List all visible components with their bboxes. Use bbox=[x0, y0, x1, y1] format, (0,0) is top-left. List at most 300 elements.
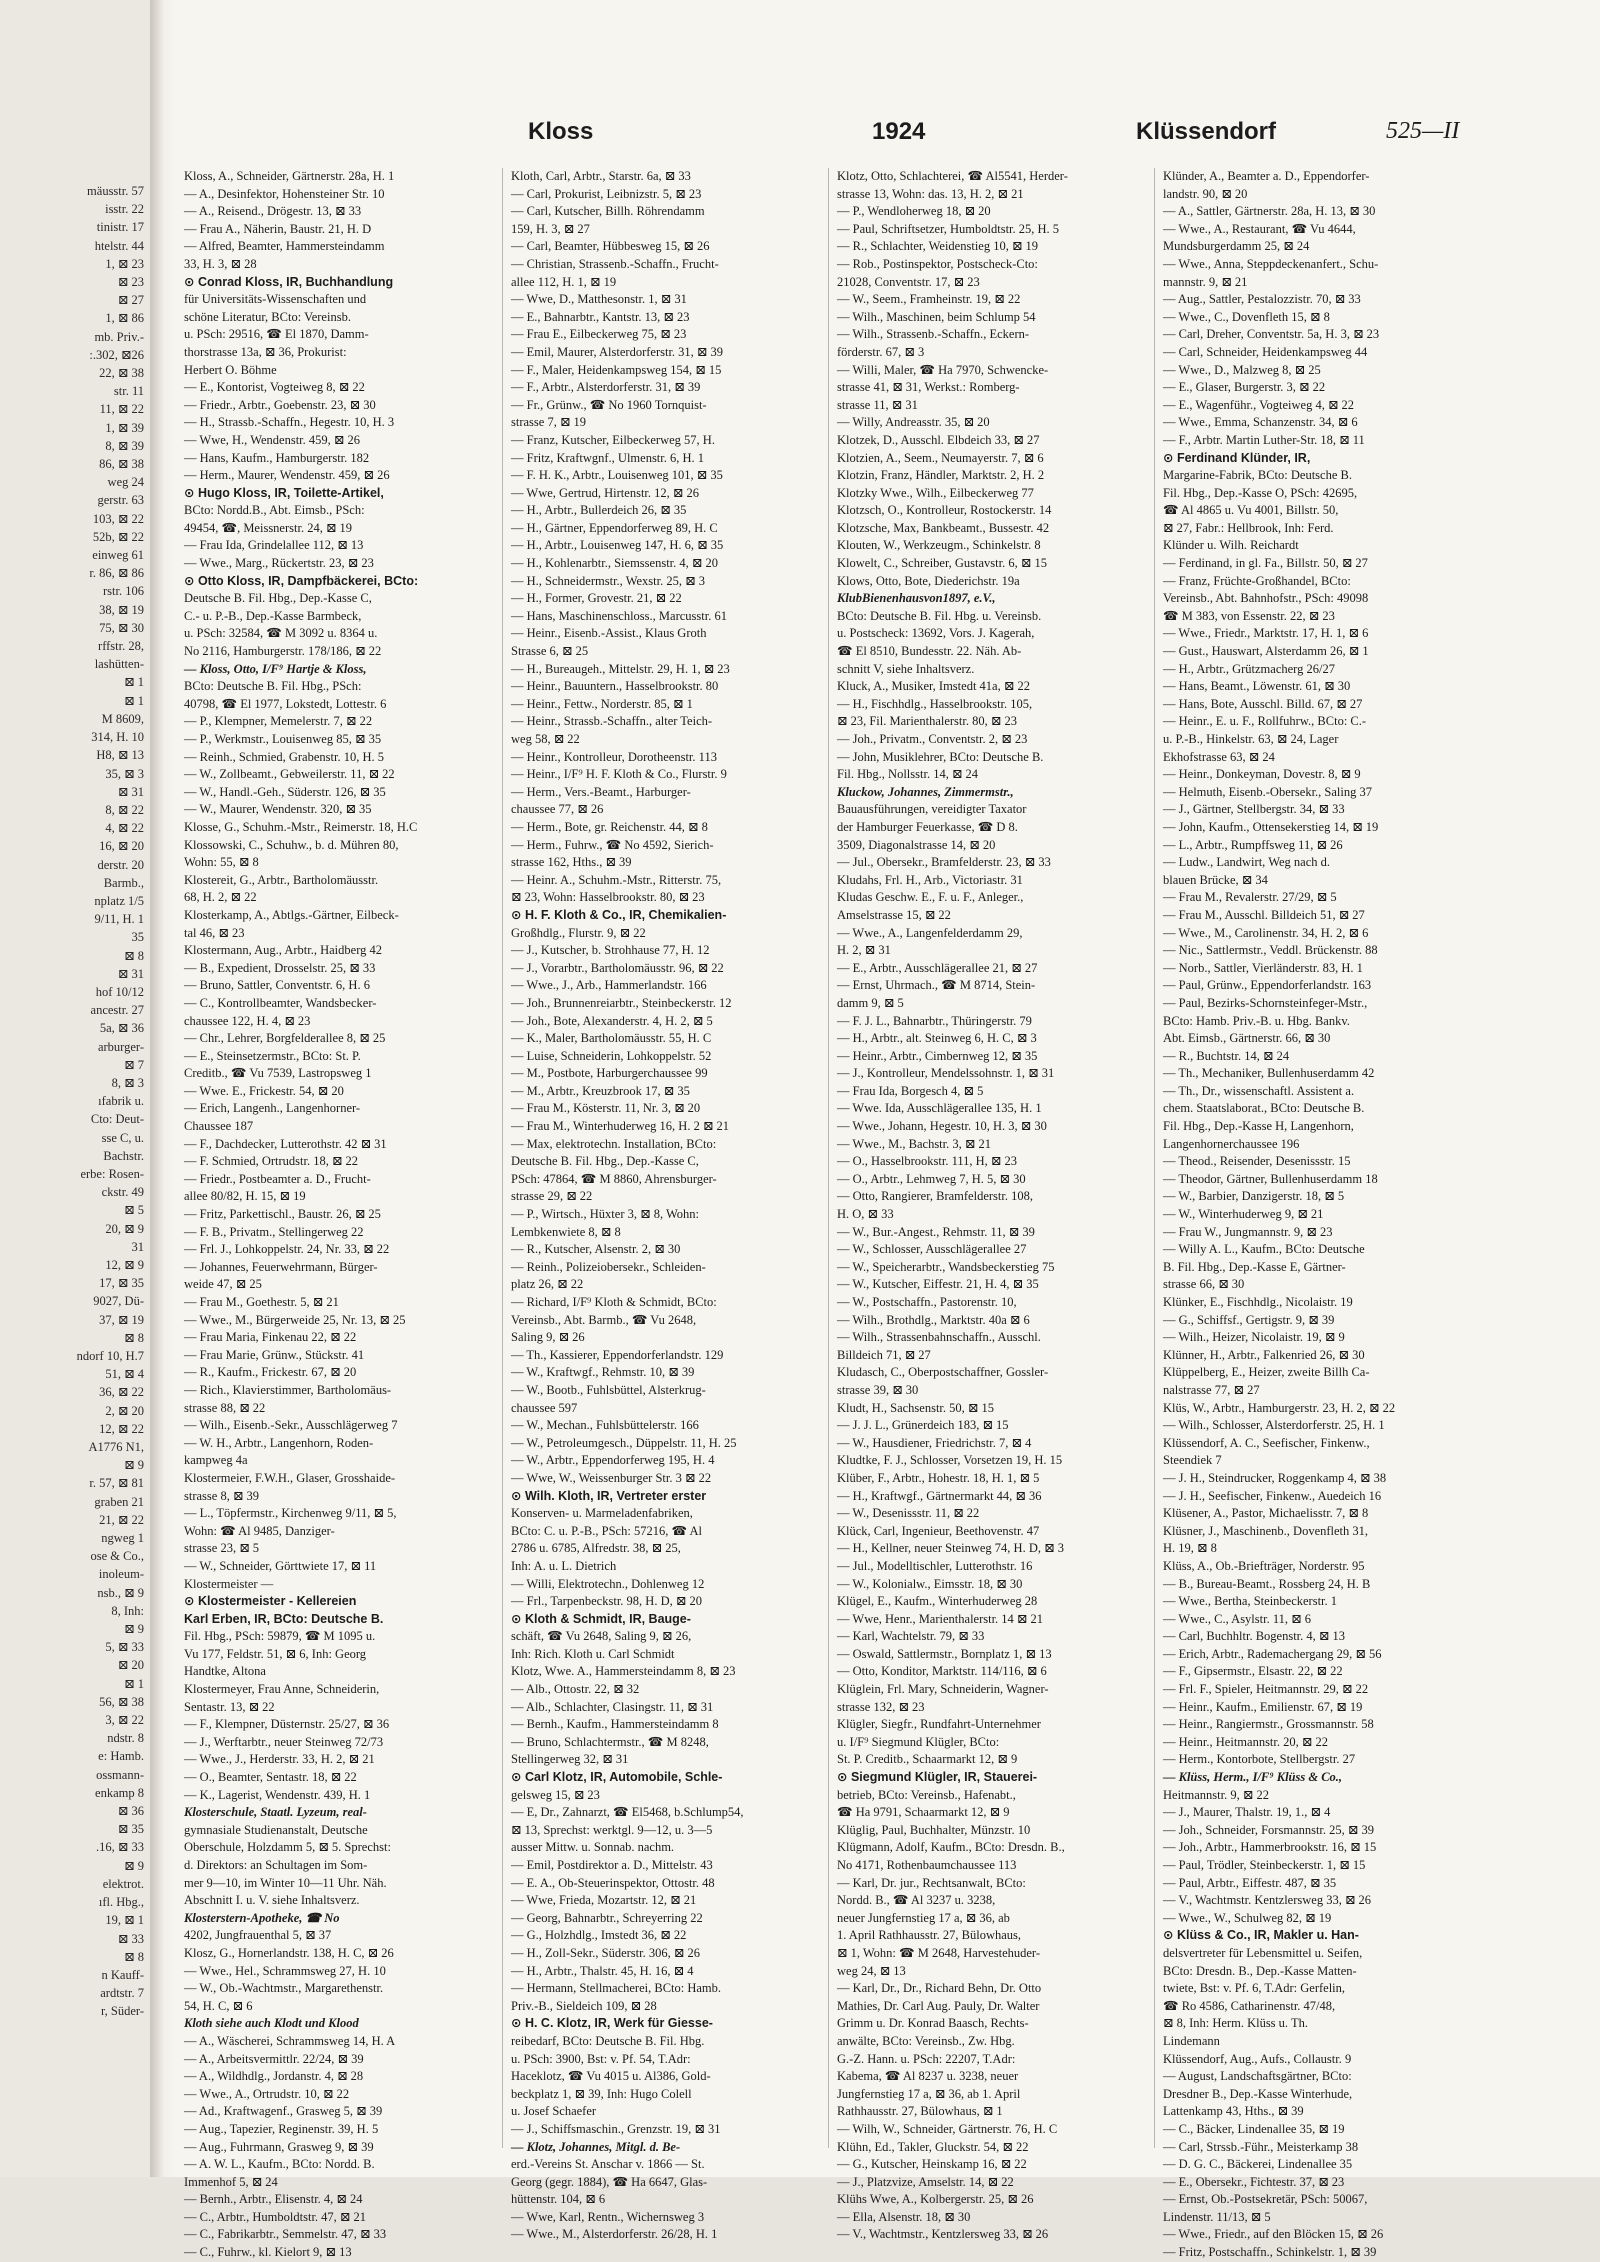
directory-entry-line: — A., Desinfektor, Hohensteiner Str. 10 bbox=[184, 186, 385, 201]
previous-page-line: 35 bbox=[131, 930, 144, 945]
directory-entry-line: — Jul., Modelltischler, Lutterothstr. 16 bbox=[837, 1558, 1033, 1573]
directory-entry-line: 21028, Conventstr. 17, ⊠ 23 bbox=[837, 274, 980, 289]
previous-page-line: mäusstr. 57 bbox=[87, 184, 144, 198]
previous-page-line: rffstr. 28, bbox=[98, 639, 144, 654]
previous-page-line: ıfabrik u. bbox=[98, 1094, 144, 1109]
previous-page-line: ⊠ 31 bbox=[117, 784, 144, 799]
directory-entry-line: delsvertreter für Lebensmittel u. Seifen, bbox=[1163, 1945, 1363, 1960]
directory-entry-line: ⊙ H. F. Kloth & Co., IR, Chemikalien- bbox=[511, 907, 727, 922]
directory-entry-line: B. Fil. Hbg., Dep.-Kasse E, Gärtner- bbox=[1163, 1259, 1346, 1274]
directory-entry-line: Klüssendorf, Aug., Aufs., Collaustr. 9 bbox=[1163, 2051, 1352, 2066]
directory-entry-line: — Wilh., Strassenb.-Schaffn., Eckern- bbox=[837, 327, 1030, 342]
directory-entry-line: — Bernh., Arbtr., Elisenstr. 4, ⊠ 24 bbox=[184, 2192, 363, 2207]
directory-entry-line: u. PSch: 32584, ☎ M 3092 u. 8364 u. bbox=[184, 626, 378, 641]
directory-entry-line: — W., Schneider, Görttwiete 17, ⊠ 11 bbox=[184, 1558, 377, 1573]
directory-entry-line: Klünder u. Wilh. Reichardt bbox=[1163, 538, 1299, 553]
previous-page-line: 5, ⊠ 33 bbox=[105, 1640, 144, 1655]
directory-entry-line: — Aug., Tapezier, Reginenstr. 39, H. 5 bbox=[184, 2121, 379, 2136]
directory-entry-line: landstr. 90, ⊠ 20 bbox=[1163, 186, 1248, 201]
directory-entry-line: Lindenstr. 11/13, ⊠ 5 bbox=[1163, 2209, 1271, 2224]
directory-entry-line: chaussee 77, ⊠ 26 bbox=[511, 802, 604, 817]
directory-entry-line: schöne Literatur, BCto: Vereinsb. bbox=[184, 309, 351, 324]
directory-entry-line: Priv.-B., Sieldeich 109, ⊠ 28 bbox=[511, 1998, 657, 2013]
directory-entry-line: weg 24, ⊠ 13 bbox=[837, 1963, 906, 1978]
directory-entry-line: — F. H. K., Arbtr., Louisenweg 101, ⊠ 35 bbox=[511, 468, 723, 483]
previous-page-line: 31 bbox=[131, 1239, 144, 1254]
directory-entry-line: Klüssendorf, A. C., Seefischer, Finkenw., bbox=[1163, 1435, 1370, 1450]
directory-entry-line: Lembkenwiete 8, ⊠ 8 bbox=[511, 1224, 621, 1239]
directory-entry-line: 4202, Jungfrauenthal 5, ⊠ 37 bbox=[184, 1928, 332, 1943]
header-last-name: Klüssendorf bbox=[1136, 118, 1277, 145]
directory-entry-line: neuer Jungfernstieg 17 a, ⊠ 36, ab bbox=[837, 1910, 1010, 1925]
directory-entry-line: Billdeich 71, ⊠ 27 bbox=[837, 1347, 931, 1362]
directory-entry-line: — Reinh., Schmied, Grabenstr. 10, H. 5 bbox=[184, 749, 384, 764]
directory-entry-line: — W., Bur.-Angest., Rehmstr. 11, ⊠ 39 bbox=[837, 1224, 1035, 1239]
directory-entry-line: ausser Mittw. u. Sonnab. nachm. bbox=[511, 1840, 675, 1855]
directory-entry-line: — W., Zollbeamt., Gebweilerstr. 11, ⊠ 22 bbox=[184, 767, 395, 782]
directory-entry-line: 1. April Rathhausstr. 27, Bülowhaus, bbox=[837, 1928, 1022, 1943]
previous-page-line: ⊠ 33 bbox=[117, 1931, 144, 1946]
directory-entry-line: — H., Arbtr., Grützmacherg 26/27 bbox=[1163, 661, 1335, 676]
directory-entry-line: — Wwe., C., Asylstr. 11, ⊠ 6 bbox=[1163, 1611, 1311, 1626]
directory-entry-line: mannstr. 9, ⊠ 21 bbox=[1163, 274, 1248, 289]
directory-entry-line: Fil. Hbg., Dep.-Kasse H, Langenhorn, bbox=[1163, 1119, 1354, 1134]
directory-entry-line: — Wilh., Schlosser, Alsterdorferstr. 25, H. 1 bbox=[1163, 1418, 1385, 1433]
previous-page-line: 51, ⊠ 4 bbox=[105, 1367, 144, 1382]
directory-entry-line: — Carl, Schneider, Heidenkampsweg 44 bbox=[1163, 344, 1368, 359]
previous-page-line: ngweg 1 bbox=[101, 1531, 144, 1546]
directory-entry-line: Steendiek 7 bbox=[1163, 1453, 1222, 1468]
directory-entry-line: ⊙ Otto Kloss, IR, Dampfbäckerei, BCto: bbox=[184, 573, 419, 588]
directory-entry-line: 54, H. C, ⊠ 6 bbox=[184, 1998, 253, 2013]
directory-entry-line: strasse 11, ⊠ 31 bbox=[837, 397, 918, 412]
previous-page-line: enkamp 8 bbox=[95, 1785, 144, 1800]
directory-entry-line: Kabema, ☎ Al 8237 u. 3238, neuer bbox=[837, 2069, 1019, 2084]
directory-entry-line: — Reinh., Polizeiobersekr., Schleiden- bbox=[511, 1259, 706, 1274]
directory-entry-line: — E., Bahnarbtr., Kantstr. 13, ⊠ 23 bbox=[511, 309, 690, 324]
directory-entry-line: — Carl, Beamter, Hübbesweg 15, ⊠ 26 bbox=[511, 239, 710, 254]
previous-page-edge bbox=[0, 0, 152, 2177]
directory-entry-line: — R., Kutscher, Alsenstr. 2, ⊠ 30 bbox=[511, 1242, 681, 1257]
directory-entry-line: ⊠ 8, Inh: Herm. Klüss u. Th. bbox=[1163, 2016, 1308, 2031]
previous-page-line: ⊠ 23 bbox=[117, 275, 144, 290]
directory-entry-line: Wohn: ☎ Al 9485, Danziger- bbox=[184, 1523, 335, 1538]
directory-entry-line: Kluckow, Johannes, Zimmermstr., bbox=[837, 784, 1014, 799]
previous-page-line: ardtstr. 7 bbox=[100, 1986, 144, 2001]
previous-page-line: graben 21 bbox=[94, 1494, 144, 1509]
directory-entry-line: — Erich, Langenh., Langenhorner- bbox=[184, 1101, 361, 1116]
directory-entry-line: ⊙ Carl Klotz, IR, Automobile, Schle- bbox=[511, 1770, 723, 1785]
directory-entry-line: — Hermann, Stellmacherei, BCto: Hamb. bbox=[511, 1981, 722, 1996]
directory-entry-line: — W., Handl.-Geh., Süderstr. 126, ⊠ 35 bbox=[184, 784, 386, 799]
previous-page-line: ⊠ 7 bbox=[124, 1057, 144, 1072]
directory-entry-line: 159, H. 3, ⊠ 27 bbox=[511, 221, 590, 236]
directory-entry-line: — W., Kutscher, Eiffestr. 21, H. 4, ⊠ 35 bbox=[837, 1277, 1039, 1292]
directory-entry-line: — Wwe., Johann, Hegestr. 10, H. 3, ⊠ 30 bbox=[837, 1119, 1047, 1134]
directory-entry-line: Großhdlg., Flurstr. 9, ⊠ 22 bbox=[511, 925, 646, 940]
directory-entry-line: — Frau M., Ausschl. Billdeich 51, ⊠ 27 bbox=[1163, 907, 1365, 922]
previous-page-line: ndstr. 8 bbox=[107, 1731, 144, 1746]
directory-entry-line: — Ludw., Landwirt, Weg nach d. bbox=[1163, 855, 1331, 870]
directory-entry-line: Mathies, Dr. Carl Aug. Pauly, Dr. Walter bbox=[837, 1998, 1040, 2013]
directory-entry-line: — Herm., Maurer, Wendenstr. 459, ⊠ 26 bbox=[184, 468, 390, 483]
directory-entry-line: Klostermeier, F.W.H., Glaser, Grosshaide- bbox=[184, 1470, 396, 1485]
directory-entry-line: weg 58, ⊠ 22 bbox=[511, 732, 580, 746]
directory-entry-line: — Paul, Grünw., Eppendorferlandstr. 163 bbox=[1163, 978, 1372, 993]
directory-entry-line: Vereinsb., Abt. Barmb., ☎ Vu 2648, bbox=[511, 1312, 697, 1327]
directory-entry-line: — Klüss, Herm., I/F⁹ Klüss & Co., bbox=[1163, 1770, 1343, 1785]
directory-entry-line: u. Josef Schaefer bbox=[511, 2104, 597, 2119]
directory-entry-line: — Bruno, Sattler, Conventstr. 6, H. 6 bbox=[184, 978, 370, 993]
previous-page-line: 8, ⊠ 39 bbox=[105, 438, 144, 453]
directory-entry-line: — Wwe., M., Alsterdorferstr. 26/28, H. 1 bbox=[511, 2227, 718, 2242]
previous-page-line: 38, ⊠ 19 bbox=[99, 602, 144, 617]
directory-entry-line: — J., Schiffsmaschin., Grenzstr. 19, ⊠ 31 bbox=[511, 2121, 721, 2136]
directory-entry-line: — C., Bäcker, Lindenallee 35, ⊠ 19 bbox=[1163, 2121, 1345, 2136]
directory-entry-line: strasse 8, ⊠ 39 bbox=[184, 1488, 260, 1503]
directory-entry-line: — Otto, Konditor, Marktstr. 114/116, ⊠ 6 bbox=[837, 1664, 1047, 1679]
directory-entry-line: Klostermann, Aug., Arbtr., Haidberg 42 bbox=[184, 943, 383, 958]
directory-entry-line: — Fritz, Kraftwgnf., Ulmenstr. 6, H. 1 bbox=[511, 450, 705, 465]
previous-page-line: 75, ⊠ 30 bbox=[99, 620, 144, 635]
directory-entry-line: — Heinr., Rangiermstr., Grossmannstr. 58 bbox=[1163, 1717, 1374, 1732]
directory-entry-line: — K., Lagerist, Wendenstr. 439, H. 1 bbox=[184, 1787, 371, 1802]
previous-page-line: 21, ⊠ 22 bbox=[99, 1512, 144, 1527]
directory-entry-line: — B., Bureau-Beamt., Rossberg 24, H. B bbox=[1163, 1576, 1371, 1591]
directory-entry-line: — Karl, Dr. jur., Rechtsanwalt, BCto: bbox=[837, 1875, 1026, 1890]
directory-entry-line: tal 46, ⊠ 23 bbox=[184, 925, 245, 940]
directory-entry-line: Oberschule, Holzdamm 5, ⊠ 5. Sprechst: bbox=[184, 1840, 391, 1855]
previous-page-line: einweg 61 bbox=[92, 548, 144, 563]
directory-entry-line: — Th., Mechaniker, Bullenhuserdamm 42 bbox=[1163, 1066, 1375, 1081]
directory-entry-line: Abt. Eimsb., Gärtnerstr. 66, ⊠ 30 bbox=[1163, 1031, 1331, 1046]
directory-entry-line: — M., Arbtr., Kreuzbrook 17, ⊠ 35 bbox=[511, 1083, 690, 1098]
directory-entry-line: — Norb., Sattler, Vierländerstr. 83, H. 1 bbox=[1163, 960, 1363, 975]
previous-page-line: 5a, ⊠ 36 bbox=[99, 1021, 144, 1036]
directory-entry-line: — E., Steinsetzermstr., BCto: St. P. bbox=[184, 1048, 361, 1063]
directory-entry-line: — P., Wendloherweg 18, ⊠ 20 bbox=[837, 204, 991, 219]
directory-entry-line: Herbert O. Böhme bbox=[184, 362, 277, 377]
directory-entry-line: — Frl., Tarpenbeckstr. 98, H. D, ⊠ 20 bbox=[511, 1594, 702, 1609]
previous-page-line: 36, ⊠ 22 bbox=[99, 1385, 144, 1400]
previous-page-line: ⊠ 35 bbox=[117, 1822, 144, 1837]
directory-columns bbox=[176, 168, 1486, 2260]
directory-entry-line: Klotzsche, Max, Bankbeamt., Bussestr. 42 bbox=[837, 520, 1050, 535]
directory-entry-line: — Ferdinand, in gl. Fa., Billstr. 50, ⊠ 27 bbox=[1163, 556, 1368, 571]
page-header bbox=[176, 118, 1476, 156]
directory-entry-line: schnitt V, siehe Inhaltsverz. bbox=[837, 661, 975, 676]
directory-entry-line: Klühs Wwe, A., Kolbergerstr. 25, ⊠ 26 bbox=[837, 2192, 1034, 2207]
directory-entry-line: — F. Schmied, Ortrudstr. 18, ⊠ 22 bbox=[184, 1154, 359, 1169]
directory-entry-line: — Hans, Bote, Ausschl. Billd. 67, ⊠ 27 bbox=[1163, 696, 1363, 711]
directory-entry-line: — Alb., Ottostr. 22, ⊠ 32 bbox=[511, 1682, 640, 1697]
directory-entry-line: ⊙ Siegmund Klügler, IR, Stauerei- bbox=[837, 1770, 1038, 1785]
directory-entry-line: — V., Wachtmstr. Kentzlersweg 33, ⊠ 26 bbox=[1163, 1893, 1372, 1908]
directory-entry-line: — Frau M., Kösterstr. 11, Nr. 3, ⊠ 20 bbox=[511, 1101, 701, 1116]
directory-entry-line: — E., Wagenführ., Vogteiweg 4, ⊠ 22 bbox=[1163, 397, 1355, 412]
directory-entry-line: — H., Former, Grovestr. 21, ⊠ 22 bbox=[511, 591, 682, 606]
previous-page-line: .16, ⊠ 33 bbox=[96, 1840, 144, 1855]
directory-entry-line: Klügmann, Adolf, Kaufm., BCto: Dresdn. B., bbox=[837, 1840, 1065, 1855]
directory-entry-line: — Heinr., Kaufm., Emilienstr. 67, ⊠ 19 bbox=[1163, 1699, 1363, 1714]
directory-entry-line: — Heinr., Kontrolleur, Dorotheenstr. 113 bbox=[511, 749, 717, 764]
directory-entry-line: damm 9, ⊠ 5 bbox=[837, 995, 904, 1010]
previous-page-line: r. 86, ⊠ 86 bbox=[89, 566, 144, 581]
directory-entry-line: BCto: Deutsche B. Fil. Hbg., PSch: bbox=[184, 679, 362, 694]
directory-entry-line: — Wwe., Friedr., Marktstr. 17, H. 1, ⊠ 6 bbox=[1163, 626, 1369, 641]
directory-entry-line: — Wwe., W., Schulweg 82, ⊠ 19 bbox=[1163, 1910, 1332, 1925]
directory-entry-line: — F., Klempner, Düsternstr. 25/27, ⊠ 36 bbox=[184, 1717, 390, 1732]
directory-entry-line: — Otto, Rangierer, Bramfelderstr. 108, bbox=[837, 1189, 1033, 1204]
directory-entry-line: Creditb., ☎ Vu 7539, Lastropsweg 1 bbox=[184, 1066, 372, 1081]
directory-entry-line: H. 19, ⊠ 8 bbox=[1163, 1541, 1217, 1556]
directory-entry-line: u. I/F⁹ Siegmund Klügler, BCto: bbox=[837, 1734, 1000, 1749]
directory-entry-line: allee 80/82, H. 15, ⊠ 19 bbox=[184, 1189, 306, 1204]
directory-entry-line: 3509, Diagonalstrasse 14, ⊠ 20 bbox=[837, 837, 996, 852]
directory-entry-line: — Wwe., C., Dovenfleth 15, ⊠ 8 bbox=[1163, 309, 1330, 324]
directory-entry-line: Dresdner B., Dep.-Kasse Winterhude, bbox=[1163, 2086, 1353, 2101]
directory-entry-line: — Frau M., Winterhuderweg 16, H. 2 ⊠ 21 bbox=[511, 1119, 730, 1134]
directory-entry-line: Bauausführungen, vereidigter Taxator bbox=[837, 802, 1027, 817]
directory-entry-line: — A. W. L., Kaufm., BCto: Nordd. B. bbox=[184, 2157, 375, 2172]
directory-entry-line: — W., Arbtr., Eppendorferweg 195, H. 4 bbox=[511, 1453, 715, 1468]
previous-page-line: arburger- bbox=[97, 1039, 144, 1054]
directory-entry-line: Abschnitt I. u. V. siehe Inhaltsverz. bbox=[184, 1893, 360, 1908]
directory-entry-line: — H., Arbtr., alt. Steinweg 6, H. C, ⊠ 3 bbox=[837, 1031, 1037, 1046]
directory-entry-line: Klühn, Ed., Takler, Gluckstr. 54, ⊠ 22 bbox=[837, 2139, 1029, 2154]
directory-entry-line: — Wwe, Frieda, Mozartstr. 12, ⊠ 21 bbox=[511, 1893, 697, 1908]
directory-entry-line: — W., Kraftwgf., Rehmstr. 10, ⊠ 39 bbox=[511, 1365, 695, 1380]
directory-entry-line: Klosse, G., Schuhm.-Mstr., Reimerstr. 18, H.C bbox=[184, 819, 418, 834]
directory-entry-line: — Wwe., J., Herderstr. 33, H. 2, ⊠ 21 bbox=[184, 1752, 375, 1767]
directory-entry-line: chaussee 122, H. 4, ⊠ 23 bbox=[184, 1013, 311, 1028]
directory-entry-line: — Frau A., Näherin, Baustr. 21, H. D bbox=[184, 221, 372, 236]
directory-entry-line: — W., Hausdiener, Friedrichstr. 7, ⊠ 4 bbox=[837, 1435, 1032, 1450]
column-3 bbox=[828, 168, 1147, 2242]
directory-entry-line: hüttenstr. 104, ⊠ 6 bbox=[511, 2192, 606, 2207]
directory-entry-line: — Franz, Früchte-Großhandel, BCto: bbox=[1163, 573, 1351, 588]
directory-entry-line: strasse 29, ⊠ 22 bbox=[511, 1189, 593, 1204]
directory-entry-line: — Herm., Fuhrw., ☎ No 4592, Sierich- bbox=[511, 837, 714, 852]
directory-entry-line: — A., Wildhdlg., Jordanstr. 4, ⊠ 28 bbox=[184, 2069, 364, 2084]
directory-entry-line: — Friedr., Arbtr., Goebenstr. 23, ⊠ 30 bbox=[184, 397, 376, 412]
directory-entry-line: PSch: 47864, ☎ M 8860, Ahrensburger- bbox=[511, 1171, 717, 1186]
directory-entry-line: — E., Glaser, Burgerstr. 3, ⊠ 22 bbox=[1163, 380, 1326, 395]
previous-page-line: rstr. 106 bbox=[103, 584, 144, 599]
directory-entry-line: BCto: Nordd.B., Abt. Eimsb., PSch: bbox=[184, 503, 365, 518]
directory-entry-line: — Frl. F., Spieler, Heitmannstr. 29, ⊠ 22 bbox=[1163, 1682, 1369, 1697]
directory-entry-line: — J., Vorarbtr., Bartholomäusstr. 96, ⊠ 22 bbox=[511, 960, 724, 975]
directory-entry-line: strasse 132, ⊠ 23 bbox=[837, 1699, 925, 1714]
directory-entry-line: — W., Winterhuderweg 9, ⊠ 21 bbox=[1163, 1207, 1324, 1222]
directory-entry-line: Klüss, A., Ob.-Briefträger, Norderstr. 95 bbox=[1163, 1558, 1365, 1573]
directory-entry-line: Wohn: 55, ⊠ 8 bbox=[184, 855, 259, 870]
directory-entry-line: — Erich, Arbtr., Rademachergang 29, ⊠ 56 bbox=[1163, 1646, 1382, 1661]
previous-page-line: n Kauff- bbox=[101, 1967, 144, 1982]
previous-page-line: ossmann- bbox=[96, 1767, 144, 1782]
directory-entry-line: — Paul, Arbtr., Eiffestr. 487, ⊠ 35 bbox=[1163, 1875, 1337, 1890]
previous-page-line: ⊠ 1 bbox=[124, 675, 144, 690]
previous-page-line: inoleum- bbox=[98, 1567, 144, 1582]
directory-entry-line: — O., Arbtr., Lehmweg 7, H. 5, ⊠ 30 bbox=[837, 1171, 1026, 1186]
previous-page-line: ⊠ 36 bbox=[117, 1804, 144, 1819]
directory-entry-line: — Joh., Privatm., Conventstr. 2, ⊠ 23 bbox=[837, 732, 1028, 746]
directory-entry-line: — J., Werftarbtr., neuer Steinweg 72/73 bbox=[184, 1734, 384, 1749]
previous-page-line: :.302, ⊠26 bbox=[89, 347, 144, 362]
directory-entry-line: — Joh., Arbtr., Hammerbrookstr. 16, ⊠ 15 bbox=[1163, 1840, 1377, 1855]
directory-entry-line: Klotz, Otto, Schlachterei, ☎ Al5541, Herder- bbox=[837, 169, 1068, 183]
directory-entry-line: — Helmuth, Eisenb.-Obersekr., Saling 37 bbox=[1163, 784, 1372, 799]
directory-entry-line: — P., Wirtsch., Hüxter 3, ⊠ 8, Wohn: bbox=[511, 1207, 700, 1222]
directory-entry-line: — F., Arbtr., Alsterdorferstr. 31, ⊠ 39 bbox=[511, 380, 701, 395]
directory-entry-line: — Chr., Lehrer, Borgfelderallee 8, ⊠ 25 bbox=[184, 1031, 386, 1046]
previous-page-line: 4, ⊠ 22 bbox=[105, 821, 144, 836]
directory-entry-line: Klotzien, A., Seem., Neumayerstr. 7, ⊠ 6 bbox=[837, 450, 1044, 465]
directory-entry-line: Deutsche B. Fil. Hbg., Dep.-Kasse C, bbox=[511, 1154, 699, 1169]
directory-entry-line: — W., Barbier, Danzigerstr. 18, ⊠ 5 bbox=[1163, 1189, 1345, 1204]
directory-entry-line: — Wwe, H., Wendenstr. 459, ⊠ 26 bbox=[184, 432, 361, 447]
directory-entry-line: Georg (gegr. 1884), ☎ Ha 6647, Glas- bbox=[511, 2174, 708, 2189]
directory-entry-line: — Wwe., D., Malzweg 8, ⊠ 25 bbox=[1163, 362, 1321, 377]
previous-page-line: Barmb., bbox=[103, 875, 144, 890]
directory-entry-line: Klowelt, C., Schreiber, Gustavstr. 6, ⊠ 15 bbox=[837, 556, 1047, 571]
directory-entry-line: mer 9—10, im Winter 10—11 Uhr. Näh. bbox=[184, 1875, 387, 1890]
directory-entry-line: chaussee 597 bbox=[511, 1400, 578, 1415]
directory-entry-line: — Emil, Postdirektor a. D., Mittelstr. 43 bbox=[511, 1858, 713, 1872]
directory-entry-line: — J., Gärtner, Stellbergstr. 34, ⊠ 33 bbox=[1163, 802, 1345, 817]
directory-entry-line: — Wilh, W., Schneider, Gärtnerstr. 76, H. C bbox=[837, 2121, 1058, 2136]
directory-entry-line: — H., Arbtr., Louisenweg 147, H. 6, ⊠ 35 bbox=[511, 538, 724, 553]
directory-entry-line: Klüs, W., Arbtr., Hamburgerstr. 23, H. 2, ⊠ 22 bbox=[1163, 1400, 1396, 1415]
directory-entry-line: — A., Wäscherei, Schrammsweg 14, H. A bbox=[184, 2033, 396, 2048]
directory-entry-line: ☎ M 383, von Essenstr. 22, ⊠ 23 bbox=[1163, 608, 1335, 623]
directory-entry-line: Klünner, H., Arbtr., Falkenried 26, ⊠ 30 bbox=[1163, 1347, 1365, 1362]
directory-entry-line: strasse 66, ⊠ 30 bbox=[1163, 1277, 1245, 1292]
directory-entry-line: — Willi, Elektrotechn., Dohlenweg 12 bbox=[511, 1576, 705, 1591]
previous-page-line: 19, ⊠ 1 bbox=[105, 1913, 144, 1928]
previous-page-line: nsb., ⊠ 9 bbox=[97, 1585, 144, 1600]
directory-entry-line: BCto: Hamb. Priv.-B. u. Hbg. Bankv. bbox=[1163, 1013, 1350, 1028]
directory-entry-line: ⊙ Klüss & Co., IR, Makler u. Han- bbox=[1163, 1928, 1359, 1943]
directory-entry-line: Inh: Rich. Kloth u. Carl Schmidt bbox=[511, 1646, 675, 1661]
previous-page-line: str. 11 bbox=[113, 384, 144, 399]
directory-entry-line: Lattenkamp 43, Hths., ⊠ 39 bbox=[1163, 2104, 1304, 2119]
directory-entry-line: — H., Zoll-Sekr., Süderstr. 306, ⊠ 26 bbox=[511, 1945, 700, 1960]
directory-entry-line: — J., Kutscher, b. Strohhause 77, H. 12 bbox=[511, 943, 710, 958]
directory-entry-line: — Ella, Alsenstr. 18, ⊠ 30 bbox=[837, 2209, 971, 2224]
directory-entry-line: Inh: A. u. L. Dietrich bbox=[511, 1558, 617, 1573]
directory-entry-line: Nordd. B., ☎ Al 3237 u. 3238, bbox=[837, 1893, 996, 1908]
directory-entry-line: — Johannes, Feuerwehrmann, Bürger- bbox=[184, 1259, 378, 1274]
previous-page-line: sse C, u. bbox=[101, 1130, 144, 1145]
directory-entry-line: — Friedr., Postbeamter a. D., Frucht- bbox=[184, 1171, 371, 1186]
directory-entry-line: Heitmannstr. 9, ⊠ 22 bbox=[1163, 1787, 1269, 1802]
directory-entry-line: — Joh., Schneider, Forsmannstr. 25, ⊠ 39 bbox=[1163, 1822, 1375, 1837]
directory-entry-line: — Klotz, Johannes, Mitgl. d. Be- bbox=[511, 2139, 681, 2154]
previous-page-line: isstr. 22 bbox=[105, 202, 144, 217]
directory-entry-line: — Aug., Fuhrmann, Grasweg 9, ⊠ 39 bbox=[184, 2139, 374, 2154]
directory-entry-line: — Heinr., Bauuntern., Hasselbrookstr. 80 bbox=[511, 679, 719, 694]
directory-entry-line: — Karl, Dr., Dr., Richard Behn, Dr. Otto bbox=[837, 1981, 1042, 1996]
directory-entry-line: — Wwe., Friedr., auf den Blöcken 15, ⊠ 26 bbox=[1163, 2227, 1384, 2242]
directory-entry-line: — O., Hasselbrookstr. 111, H, ⊠ 23 bbox=[837, 1154, 1018, 1169]
directory-entry-line: strasse 7, ⊠ 19 bbox=[511, 415, 587, 430]
directory-entry-line: — Wwe., M., Bürgerweide 25, Nr. 13, ⊠ 25 bbox=[184, 1312, 406, 1327]
directory-entry-line: Klotzsch, O., Kontrolleur, Rostockerstr. 14 bbox=[837, 503, 1052, 518]
directory-entry-line: Klünker, E., Fischhdlg., Nicolaistr. 19 bbox=[1163, 1295, 1353, 1309]
directory-entry-line: Jungfernstieg 17 a, ⊠ 36, ab 1. April bbox=[837, 2086, 1021, 2101]
previous-page-line: ⊠ 5 bbox=[124, 1203, 144, 1218]
directory-entry-line: H. 2, ⊠ 31 bbox=[837, 943, 891, 958]
directory-entry-line: u. Postscheck: 13692, Vors. J. Kagerah, bbox=[837, 626, 1035, 641]
directory-entry-line: Rathhausstr. 27, Bülowhaus, ⊠ 1 bbox=[837, 2104, 1003, 2119]
directory-entry-line: Klügel, E., Kaufm., Winterhuderweg 28 bbox=[837, 1594, 1038, 1609]
directory-entry-line: BCto: Dresdn. B., Dep.-Kasse Matten- bbox=[1163, 1963, 1357, 1978]
directory-entry-line: — H., Bureaugeh., Mittelstr. 29, H. 1, ⊠ 23 bbox=[511, 661, 730, 676]
directory-entry-line: Ekhofstrasse 63, ⊠ 24 bbox=[1163, 749, 1275, 764]
directory-entry-line: — Heinr., I/F⁹ H. F. Kloth & Co., Flurstr. 9 bbox=[511, 767, 727, 782]
directory-entry-line: ⊙ Kloth & Schmidt, IR, Bauge- bbox=[511, 1611, 691, 1626]
directory-entry-line: — R., Buchtstr. 14, ⊠ 24 bbox=[1163, 1048, 1290, 1063]
previous-page-line: M 8609, bbox=[101, 711, 144, 726]
directory-entry-line: — Wwe., A., Ortrudstr. 10, ⊠ 22 bbox=[184, 2086, 350, 2101]
previous-page-line: ⊠ 8 bbox=[124, 1949, 144, 1964]
directory-entry-line: — G., Holzhdlg., Imstedt 36, ⊠ 22 bbox=[511, 1928, 687, 1943]
directory-entry-line: — L., Arbtr., Rumpffsweg 11, ⊠ 26 bbox=[1163, 837, 1343, 852]
directory-entry-line: — Hans, Maschinenschloss., Marcusstr. 61 bbox=[511, 608, 727, 623]
directory-entry-line: — F., Maler, Heidenkampsweg 154, ⊠ 15 bbox=[511, 362, 722, 377]
directory-entry-line: Kloss, A., Schneider, Gärtnerstr. 28a, H. 1 bbox=[184, 169, 395, 183]
directory-entry-line: — J. H., Steindrucker, Roggenkamp 4, ⊠ 38 bbox=[1163, 1470, 1387, 1485]
directory-entry-line: Kludahs, Frl. H., Arb., Victoriastr. 31 bbox=[837, 872, 1023, 887]
directory-entry-line: ⊙ Hugo Kloss, IR, Toilette-Artikel, bbox=[184, 485, 384, 500]
directory-entry-line: twiete, Bst: v. Pf. 6, T.Adr: Gerfelin, bbox=[1163, 1981, 1346, 1996]
directory-entry-line: Amselstrasse 15, ⊠ 22 bbox=[837, 907, 951, 922]
directory-entry-line: — H., Strassb.-Schaffn., Hegestr. 10, H. 3 bbox=[184, 415, 395, 430]
directory-entry-line: — Wilh., Strassenbahnschaffn., Ausschl. bbox=[837, 1330, 1041, 1345]
directory-entry-line: — Nic., Sattlermstr., Veddl. Brückenstr. 88 bbox=[1163, 943, 1378, 958]
previous-page-line: 37, ⊠ 19 bbox=[99, 1312, 144, 1327]
directory-entry-line: ⊙ Wilh. Kloth, IR, Vertreter erster bbox=[511, 1488, 707, 1503]
directory-entry-line: der Hamburger Feuerkasse, ☎ D 8. bbox=[837, 819, 1018, 834]
directory-entry-line: — A., Sattler, Gärtnerstr. 28a, H. 13, ⊠ 30 bbox=[1163, 204, 1376, 219]
directory-entry-line: — F., Dachdecker, Lutterothstr. 42 ⊠ 31 bbox=[184, 1136, 387, 1151]
directory-entry-line: Klüber, F., Arbtr., Hohestr. 18, H. 1, ⊠ 5 bbox=[837, 1470, 1040, 1485]
directory-entry-line: Klüglig, Paul, Buchhalter, Münzstr. 10 bbox=[837, 1822, 1031, 1837]
previous-page-line: ⊠ 1 bbox=[124, 1676, 144, 1691]
previous-page-line: elektrot. bbox=[102, 1876, 144, 1891]
previous-page-line: ⊠ 1 bbox=[124, 693, 144, 708]
previous-page-line: nplatz 1/5 bbox=[94, 893, 144, 908]
directory-entry-line: Klüsner, J., Maschinenb., Dovenfleth 31, bbox=[1163, 1523, 1369, 1538]
directory-entry-line: Deutsche B. Fil. Hbg., Dep.-Kasse C, bbox=[184, 591, 372, 606]
previous-page-line: 3, ⊠ 22 bbox=[105, 1713, 144, 1728]
directory-entry-line: — M., Postbote, Harburgerchaussee 99 bbox=[511, 1066, 708, 1081]
directory-entry-line: — Wilh., Heizer, Nicolaistr. 19, ⊠ 9 bbox=[1163, 1330, 1345, 1345]
directory-entry-line: — Alb., Schlachter, Clasingstr. 11, ⊠ 31 bbox=[511, 1699, 714, 1714]
directory-entry-line: — P., Klempner, Memelerstr. 7, ⊠ 22 bbox=[184, 714, 373, 729]
directory-entry-line: — F. J. L., Bahnarbtr., Thüringerstr. 79 bbox=[837, 1013, 1032, 1028]
previous-page-line: ⊠ 9 bbox=[124, 1622, 144, 1637]
directory-entry-line: — Wwe., A., Langenfelderdamm 29, bbox=[837, 925, 1023, 940]
directory-entry-line: — Joh., Brunnenreiarbtr., Steinbeckerstr. 12 bbox=[511, 995, 732, 1010]
directory-entry-line: — Frau M., Goethestr. 5, ⊠ 21 bbox=[184, 1295, 339, 1309]
directory-entry-line: — Th., Dr., wissenschaftl. Assistent a. bbox=[1163, 1083, 1355, 1098]
directory-entry-line: — Herm., Bote, gr. Reichenstr. 44, ⊠ 8 bbox=[511, 819, 708, 834]
directory-entry-line: — Theodor, Gärtner, Bullenhuserdamm 18 bbox=[1163, 1171, 1378, 1186]
directory-entry-line: — Karl, Wachtelstr. 79, ⊠ 33 bbox=[837, 1629, 985, 1644]
directory-entry-line: Saling 9, ⊠ 26 bbox=[511, 1330, 585, 1345]
